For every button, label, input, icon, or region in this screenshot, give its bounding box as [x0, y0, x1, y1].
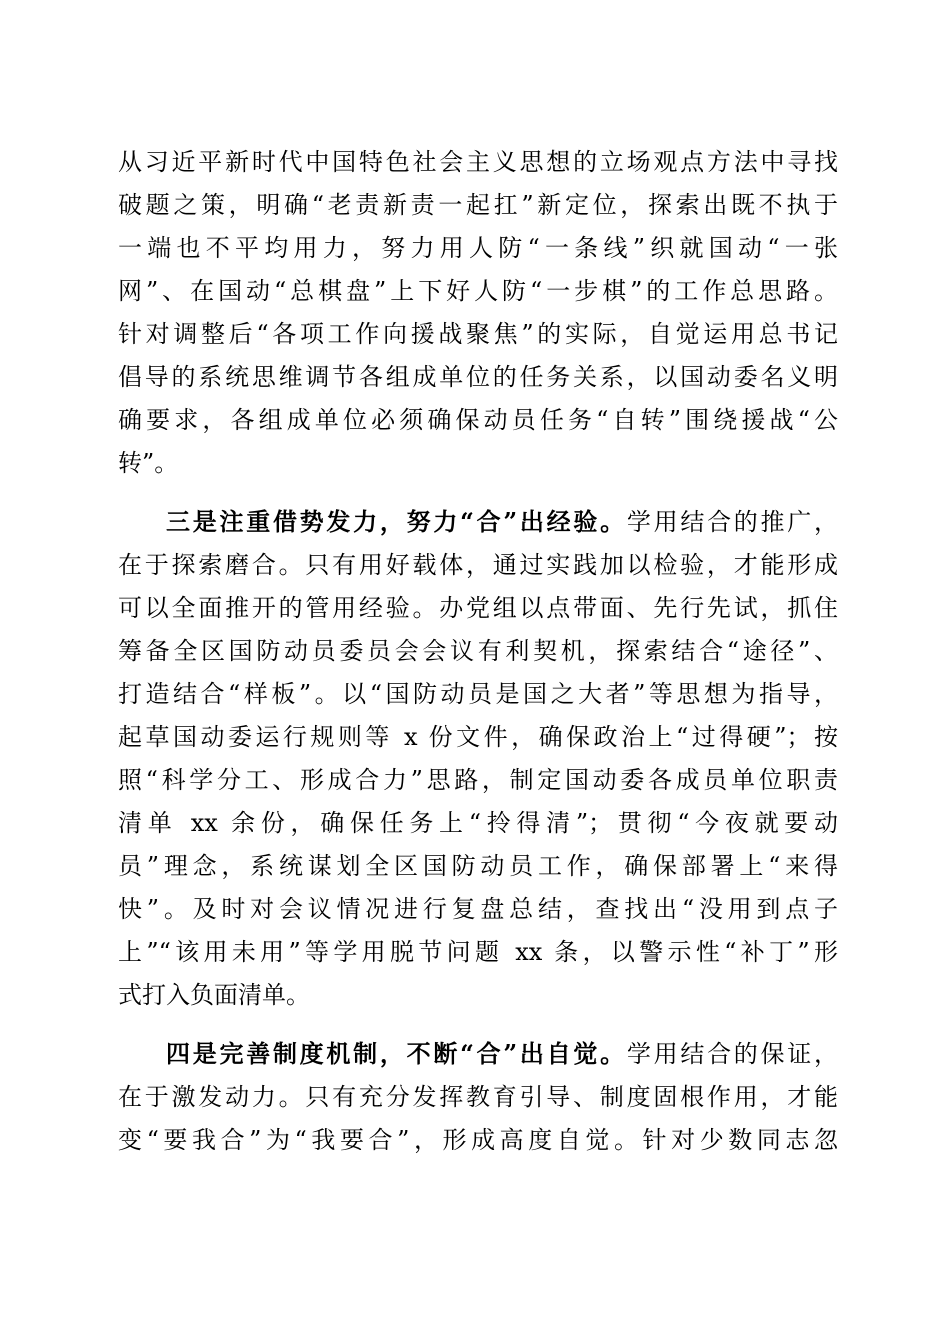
paragraph-heading: 三是注重借势发力，努力“合”出经验。	[166, 507, 627, 536]
text-line: 在于激发动力。只有充分发挥教育引导、制度固根作用，才能	[118, 1083, 838, 1111]
text-line: 在于探索磨合。只有用好载体，通过实践加以检验，才能形成	[118, 551, 838, 579]
text-line: 式打入负面清单。	[118, 981, 310, 1009]
text-line: 针对调整后“各项工作向援战聚焦”的实际，自觉运用总书记	[118, 320, 838, 348]
text-line: 筹备全区国防动员委员会会议有利契机，探索结合“途径”、	[118, 637, 838, 665]
text-line: 照“科学分工、形成合力”思路，制定国动委各成员单位职责	[118, 766, 838, 794]
text-line: 一端也不平均用力，努力用人防“一条线”织就国动“一张	[118, 234, 838, 262]
text-line: 转”。	[118, 449, 179, 477]
paragraph-lead-text: 学用结合的保证，	[626, 1040, 839, 1068]
text-line: 确要求，各组成单位必须确保动员任务“自转”围绕援战“公	[118, 406, 838, 434]
text-line: 员”理念，系统谋划全区国防动员工作，确保部署上“来得	[118, 852, 838, 880]
text-line: 清单 xx 余份，确保任务上“拎得清”；贯彻“今夜就要动	[118, 809, 838, 837]
paragraph-lead-text: 学用结合的推广，	[626, 508, 839, 536]
paragraph-first-line	[166, 1034, 838, 1074]
text-line: 快”。及时对会议情况进行复盘总结，查找出“没用到点子	[118, 895, 838, 923]
text-line: 变“要我合”为“我要合”，形成高度自觉。针对少数同志忽	[118, 1126, 838, 1154]
paragraph-first-line	[166, 502, 838, 542]
text-line: 破题之策，明确“老责新责一起扛”新定位，探索出既不执于	[118, 191, 838, 219]
text-line: 上”“该用未用”等学用脱节问题 xx 条，以警示性“补丁”形	[118, 938, 838, 966]
text-line: 网”、在国动“总棋盘”上下好人防“一步棋”的工作总思路。	[118, 277, 838, 305]
text-line: 可以全面推开的管用经验。办党组以点带面、先行先试，抓住	[118, 594, 838, 622]
text-line: 起草国动委运行规则等 x 份文件，确保政治上“过得硬”；按	[118, 723, 838, 751]
text-line: 从习近平新时代中国特色社会主义思想的立场观点方法中寻找	[118, 148, 838, 176]
paragraph-heading: 四是完善制度机制，不断“合”出自觉。	[166, 1039, 627, 1068]
text-line: 倡导的系统思维调节各组成单位的任务关系，以国动委名义明	[118, 363, 838, 391]
text-line: 打造结合“样板”。以“国防动员是国之大者”等思想为指导，	[118, 680, 838, 708]
